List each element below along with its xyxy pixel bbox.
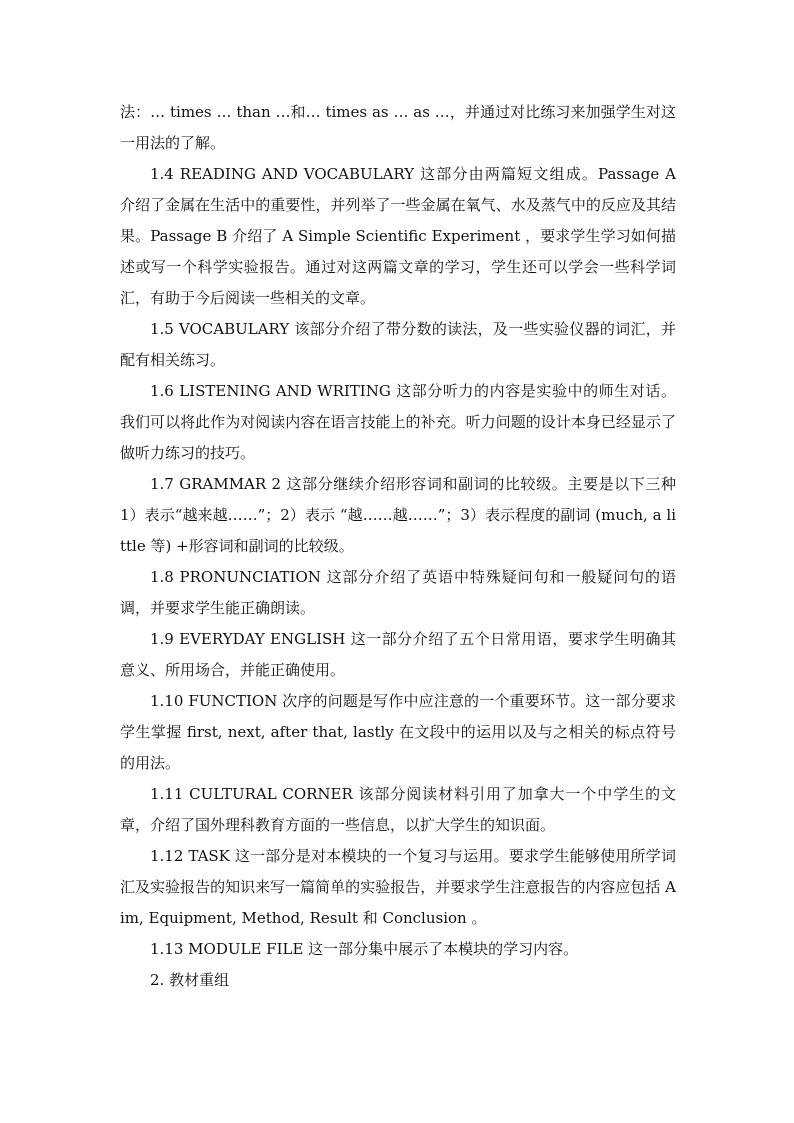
paragraph-task: 1.12 TASK 这一部分是对本模块的一个复习与运用。要求学生能够使用所学词汇及实验报告的知识来写一篇简单的实验报告，并要求学生注意报告的内容应包括 Aim, Equipment, Method, Result 和 Conclusion 。: [120, 847, 676, 927]
paragraph-module-file: 1.13 MODULE FILE 这一部分集中展示了本模块的学习内容。: [150, 940, 579, 958]
paragraph-reading-vocabulary: 1.4 READING AND VOCABULARY 这部分由两篇短文组成。Passage A 介绍了金属在生活中的重要性，并列举了一些金属在氧气、水及蒸气中的反应及其结果。Passage B 介绍了 A Simple Scientific Experiment ，要求学生学习如何描述或写一个科学实验报告。通过对这两篇文章的学习，学生还可以学会一些科学词汇，有助于今后阅读一些相关的文章。: [120, 165, 676, 307]
paragraph-pronunciation: 1.8 PRONUNCIATION 这部分介绍了英语中特殊疑问句和一般疑问句的语调，并要求学生能正确朗读。: [120, 568, 676, 617]
paragraph-function: 1.10 FUNCTION 次序的问题是写作中应注意的一个重要环节。这一部分要求学生掌握 first, next, after that, lastly 在文段中的运用以及与之相关的标点符号的用法。: [120, 692, 676, 772]
paragraph-everyday-english: 1.9 EVERYDAY ENGLISH 这一部分介绍了五个日常用语，要求学生明确其意义、所用场合，并能正确使用。: [120, 630, 676, 679]
section-heading-textbook-reorganization: 2. 教材重组: [150, 971, 230, 989]
paragraph-continuation: 法：… times … than …和… times as … as …，并通过对比练习来加强学生对这一用法的了解。: [120, 103, 676, 152]
paragraph-listening-writing: 1.6 LISTENING AND WRITING 这部分听力的内容是实验中的师生对话。我们可以将此作为对阅读内容在语言技能上的补充。听力问题的设计本身已经显示了做听力练习的技巧。: [120, 382, 676, 462]
document-page: [120, 97, 676, 996]
paragraph-vocabulary: 1.5 VOCABULARY 该部分介绍了带分数的读法，及一些实验仪器的词汇，并配有相关练习。: [120, 320, 676, 369]
paragraph-grammar-2: 1.7 GRAMMAR 2 这部分继续介绍形容词和副词的比较级。主要是以下三种 1）表示“越来越……”；2）表示 “越……越……”；3）表示程度的副词 (much, a little 等) +形容词和副词的比较级。: [120, 475, 676, 555]
paragraph-cultural-corner: 1.11 CULTURAL CORNER 该部分阅读材料引用了加拿大一个中学生的文章，介绍了国外理科教育方面的一些信息，以扩大学生的知识面。: [120, 785, 676, 834]
